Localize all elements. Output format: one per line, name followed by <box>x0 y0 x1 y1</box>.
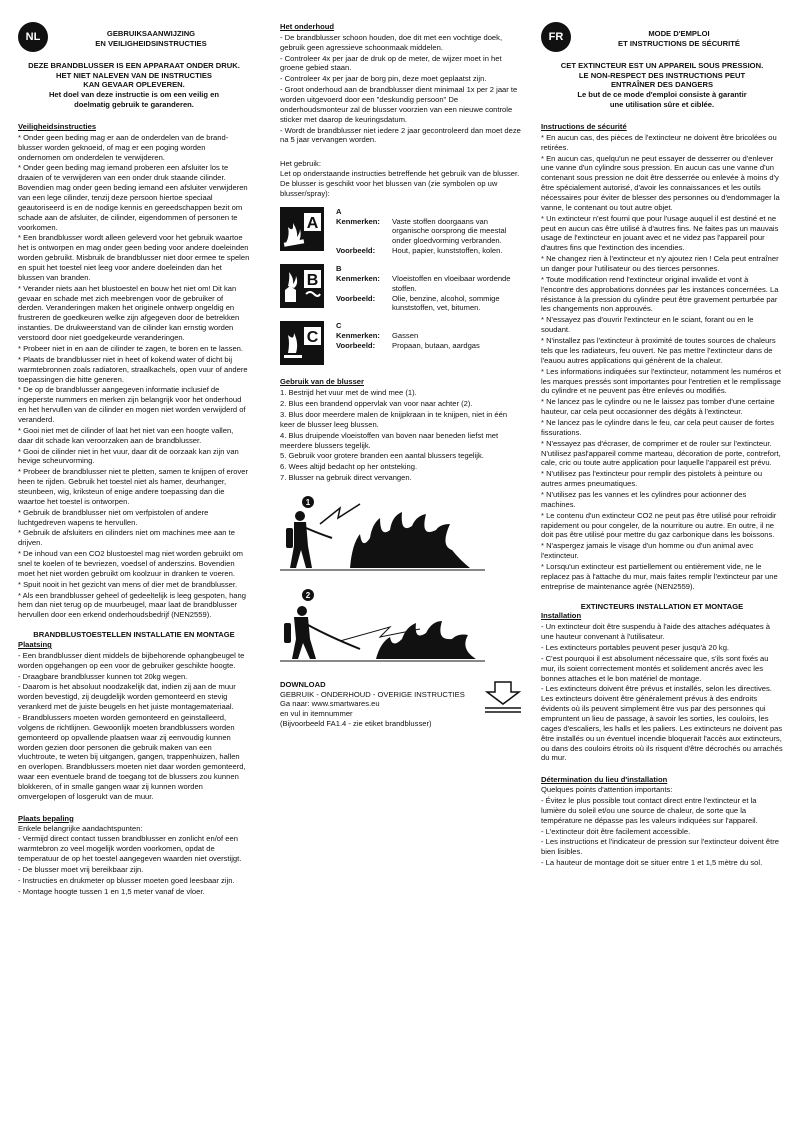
illustration-step-2 <box>280 587 490 665</box>
list-item: - De blusser moet vrij bereikbaar zijn. <box>18 865 144 875</box>
language-badge-nl: NL <box>18 22 48 52</box>
nl-location-intro: Enkele belangrijke aandachtspunten: <box>18 823 143 833</box>
list-item: - Vermijd direct contact tussen brandblusser en zonlicht en/of een warmtebron zo veel mogelijk worden voorkomen, opdat de temperatuur de op het toestel aangegeven waarden niet overstijgt. <box>18 834 242 864</box>
list-item: 2. Blus een brandend oppervlak van voor naar achter (2). <box>280 399 473 409</box>
list-item: - Daarom is het absoluut noodzakelijk dat, indien zij aan de muur worden bevestigd, zij deugdelijk worden gemonteerd en stevig verankerd met de juiste beugels en het juiste montagemateriaal. <box>18 682 236 712</box>
list-item: * Gebruik de brandblusser niet om verfpistolen of andere luchtgedreven wapens te hervullen. <box>18 507 209 527</box>
fr-location-list <box>541 796 783 868</box>
list-item: * Spuit nooit in het gezicht van mens of dier met de brandblusser. <box>18 579 238 589</box>
nl-placement-title: Plaatsing <box>18 639 52 649</box>
list-item: 5. Gebruik voor grotere branden een aantal blussers tegelijk. <box>280 451 484 461</box>
list-item: - Controleer 4x per jaar de druk op de meter, de wijzer moet in het groene gebied staan. <box>280 53 502 73</box>
list-item: * Toute modification rend l'extincteur original invalide et vont à l'encontre des approbations données par les instances concernées. La résistance à la pression du cylindre peut être gravement perturbée par les changements non approuvés. <box>541 274 779 314</box>
list-item: * N'essayez pas d'ouvrir l'extincteur en le sciant, forant ou en le soudant. <box>541 315 754 335</box>
svg-text:2: 2 <box>305 590 311 600</box>
list-item: - Les instructions et l'indicateur de pression sur l'extincteur doivent être bien lisibles. <box>541 837 780 857</box>
fr-location-title: Détermination du lieu d'installation <box>541 775 668 785</box>
list-item: * Gebruik de afsluiters en cilinders niet om machines mee aan te drijven. <box>18 528 235 548</box>
list-item: * Ne changez rien à l'extincteur et n'y ajoutez rien ! Cela peut entraîner un danger pour l'utilisateur ou des tierces personnes. <box>541 254 779 274</box>
illustration-step-1 <box>280 494 490 574</box>
nl-install-title: BRANDBLUSTOESTELLEN INSTALLATIE EN MONTAGE <box>33 630 235 640</box>
nl-placement-list <box>18 651 250 802</box>
list-item: * Onder geen beding mag iemand proberen een afsluiter los te draaien of te verwijderen van een onder druk staande cilinder. Bovendien mag onder geen beding iemand een afsluiter verwijderen van een lege cilinder, tenzij deze persoon hiertoe speciaal geautoriseerd is en de nodige kennis en gereedschappen bezit om schade aan de afsluiter, de cilinder, eigendommen of personen te voorkomen. <box>18 163 248 232</box>
use-intro: Het gebruik: Let op onderstaande instructies betreffende het gebruik van de blusser. De blusser is geschikt voor het blussen van (zie symbolen op uw blusser/spray): <box>280 159 520 198</box>
fr-safety-title: Instructions de sécurité <box>541 122 627 132</box>
list-item: * Ne lancez pas le cylindre ou ne le laissez pas tomber d'une certaine hauteur, car cela peut occasionner des dégâts à l'extincteur. <box>541 397 775 417</box>
list-item: * De inhoud van een CO2 blustoestel mag niet worden gebruikt om snel te koelen of te bevriezen, voedsel of anderszins. Bovendien moet het niet worden gebruikt om koolzuur in dranken te voeren. <box>18 549 243 578</box>
list-item: * Plaats de brandblusser niet in heet of kokend water of dicht bij warmtebronnen zoals radiatoren, straalkachels, open vuur of andere toepassingen die hitte generen. <box>18 354 248 384</box>
svg-text:B: B <box>306 272 319 290</box>
list-item: - Montage hoogte tussen 1 en 1,5 meter vanaf de vloer. <box>18 886 205 896</box>
list-item: 6. Wees altijd bedacht op her ontsteking. <box>280 462 418 472</box>
fire-class-b-icon <box>280 264 324 308</box>
fr-install-title: EXTINCTEURS INSTALLATION ET MONTAGE <box>580 601 744 611</box>
nl-safety-list <box>18 133 250 620</box>
list-item: * Gooi niet met de cilinder of laat het niet van een hoogte vallen, daar dit schade kan veroorzaken aan de brandblusser. <box>18 425 234 445</box>
list-item: * Een brandblusser wordt alleen geleverd voor het gebruik waartoe het is ontworpen en mag onder geen beding voor andere doeleinden worden gebruikt. Misbruik de brandblusser niet door ermee te spelen en spuit het toestel niet leeg voor andere doeleinden dan het blussen van branden. <box>18 233 250 282</box>
list-item: * N'essayez pas d'écraser, de comprimer et de rouler sur l'extincteur. N'utilisez pasl'appareil comme marteau, décoration de porte, contrefort, cale, cric ou toute autre application pour laquelle l'appareil est prévu. <box>541 438 781 468</box>
usage-list <box>280 388 523 483</box>
list-item: 1. Bestrijd het vuur met de wind mee (1). <box>280 388 417 398</box>
fire-class-c: C C Kenmerken: Gassen Voorbeeld: Propaan, butaan, aardgas <box>280 321 523 365</box>
fire-class-a-icon <box>280 207 324 251</box>
list-item: - Les extincteurs doivent être prévus et installés, selon les directives. Les extincteurs doivent être généralement prévus à des endroits évidents où ils peuvent simplement être vus par des personnes qui empruntent un lieu de passage, à savoir les sorties, les couloirs, les cages d'escaliers, les halls et les paliers. Les extincteurs ne doivent pas être installés ou un éventuel incendie bloquerait l'accès aux extincteurs, ou dans des couloirs étroits où ils risquent d'être décrochés ou arrachés du mur. <box>541 684 783 763</box>
list-item: - Een brandblusser dient middels de bijbehorende ophangbeugel te worden opgehangen op een voor de gebruiker geschikte hoogte. <box>18 650 245 670</box>
list-item: - Wordt de brandblusser niet iedere 2 jaar gecontroleerd dan moet deze na 5 jaar vervangen worden. <box>280 125 521 145</box>
list-item: - Les extincteurs portables peuvent peser jusqu'à 20 kg. <box>541 642 730 652</box>
fr-install-list <box>541 622 783 763</box>
list-item: - Évitez le plus possible tout contact direct entre l'extincteur et la lumière du soleil et/ou une source de chaleur, de sorte que la température ne dépasse pas les valeurs indiquées sur l'appareil. <box>541 796 758 825</box>
download-title: DOWNLOAD <box>280 679 326 689</box>
list-item: * En aucun cas, quelqu'un ne peut essayer de desserrer ou d'enlever une vanne d'un cylindre sous pression. En aucun cas une vanne d'un contenant sous pression ne doit être desserrée ou enlevée à moins d'y être spécialement autorisé, d'avoir les connaissances et les outils nécessaires pour éviter de blesser des personnes ou d'endommager la vanne, le contenant ou tout autre objet. <box>541 153 780 212</box>
list-item: - Instructies en drukmeter op blusser moeten goed leesbaar zijn. <box>18 875 235 885</box>
fr-header: MODE D'EMPLOI ET INSTRUCTIONS DE SÉCURITÉ <box>618 29 740 48</box>
maintenance-title: Het onderhoud <box>280 22 334 31</box>
list-item: - Un extincteur doit être suspendu à l'aide des attaches adéquates à une hauteur convenant à l'utilisateur. <box>541 622 770 642</box>
list-item: * Verander niets aan het blustoestel en bouw het niet om! Dit kan gevaar en schade met zich meebrengen voor de gebruiker of derden. Veranderingen maken het originele ontwerp ongeldig en frustreren de goedkeuren welke zijn afgegeven door de betrekken instanties. De drukweerstand van de cilinder kan ernstig worden verstoord door niet goedgekeurde veranderingen. <box>18 283 240 343</box>
svg-text:C: C <box>306 329 319 347</box>
column-fr <box>541 22 783 869</box>
list-item: * Als een brandblusser geheel of gedeeltelijk is leeg gespoten, hang hem dan niet terug op de muurbeugel, maar laat de brandblusser hervullen door een erkend onderhoudsbedrijf (NEN2559). <box>18 590 246 620</box>
fire-class-b: B B Kenmerken: Vloeistoffen en vloeibaar wordende stoffen. Voorbeeld: Olie, benzine, alcohol, sommige kunststoffen, vet, bitumen. <box>280 264 523 313</box>
list-item: * Les informations indiquées sur l'extincteur, notamment les numéros et les marques pressés sont importantes pour l'entretien et le remplissage du cylindre et ne peuvent pas être enlevés ou modifiés. <box>541 366 781 396</box>
list-item: - Groot onderhoud aan de brandblusser dient minimaal 1x per 2 jaar te worden uitgevoerd door een "deskundig persoon" De onderhoudsmonteur zal de blusser voorzien van een nieuwe controle sticker met daarop de keuringsdatum. <box>280 85 518 124</box>
list-item: * Ne lancez pas le cylindre dans le feu, car cela peut causer de fortes fissurations. <box>541 417 775 437</box>
list-item: * Le contenu d'un extincteur CO2 ne peut pas être utilisé pour refroidir rapidement ou pour congeler, de la nourriture ou autre. En outre, il ne doit pas être utilisé pour mettre du gaz carbonique dans les boissons. <box>541 510 777 540</box>
list-item: - Controleer 4x per jaar de borg pin, deze moet geplaatst zijn. <box>280 74 487 84</box>
maintenance-list <box>280 33 523 145</box>
fr-safety-list <box>541 133 783 592</box>
list-item: - C'est pourquoi il est absolument nécessaire que, s'ils sont fixés au mur, ils soient correctement montés et solidement ancrés avec les bonnes attaches et le bon matériel de montage. <box>541 653 769 683</box>
list-item: 4. Blus druipende vloeistoffen van boven naar beneden liefst met meerdere blussers tegelijk. <box>280 430 499 450</box>
list-item: * N'aspergez jamais le visage d'un homme ou d'un animal avec l'extincteur. <box>541 541 754 561</box>
list-item: - Brandblussers moeten worden gemonteerd en geinstalleerd, volgens de richtlijnen. Gewoonlijk moeten brandblussers worden gemonteerd op opvallende plaatsen waar zij eenvoudig kunnen worden gezien door personen die gebruik maken van een vluchtroute, te weten bij uitgangen, gangen, trappenhuizen, hallen en overlopen. Brandblussers moeten niet daar worden gemonteerd, waar een eventuele brand de toegang tot de blussers zou kunnen blokkeren, of in smalle gangen waar zij kunnen worden omvergelopen of losgerukt van de muur. <box>18 713 246 801</box>
fire-class-a: A A Kenmerken: Vaste stoffen doorgaans van organische oorsprong die meestal onder gloedvorming verbranden. Voorbeeld: Hout, papier, kunststoffen, kolen. <box>280 207 523 256</box>
list-item: * Lorsqu'un extincteur est partiellement ou entièrement vide, ne le replacez pas à l'attache du mur, mais faites remplir l'extincteur par une entreprise de maintenance agrée (NEN2559). <box>541 561 778 591</box>
column-nl <box>18 22 250 898</box>
list-item: - La hauteur de montage doit se situer entre 1 et 1,5 mètre du sol. <box>541 858 763 868</box>
usage-title: Gebruik van de blusser <box>280 377 364 387</box>
column-middle <box>280 22 523 729</box>
nl-location-title: Plaats bepaling <box>18 813 74 823</box>
list-item: * De op de brandblusser aangegeven informatie inclusief de ingeperste nummers en merken zijn belangrijk voor het onderhoud en het hervullen van de cilinder en mogen niet worden verwijderd of veranderd. <box>18 385 246 424</box>
list-item: 3. Blus door meerdere malen de knijpkraan in te knijpen, niet in één keer de blusser leeg blussen. <box>280 409 508 429</box>
language-badge-fr: FR <box>541 22 571 52</box>
fr-location-intro: Quelques points d'attention importants: <box>541 785 673 795</box>
fire-class-c-icon <box>280 321 324 365</box>
svg-text:1: 1 <box>305 497 311 507</box>
list-item: * N'utilisez pas les vannes et les cylindres pour actionner des machines. <box>541 489 747 509</box>
list-item: - De brandblusser schoon houden, doe dit met een vochtige doek, gebruik geen agressieve schoonmaak middelen. <box>280 32 503 52</box>
nl-header: GEBRUIKSAANWIJZING EN VEILIGHEIDSINSTRUCTIES <box>95 29 207 48</box>
list-item: * Probeer niet in en aan de cilinder te zagen, te boren en te lassen. <box>18 343 244 353</box>
list-item: * Onder geen beding mag er aan de onderdelen van de brand-blusser worden geknoeid, of mag er een poging worden ondernomen om onderdelen te verwijderen. <box>18 132 229 162</box>
fr-install-sub: Installation <box>541 611 582 621</box>
nl-safety-title: Veiligheidsinstructies <box>18 122 97 132</box>
list-item: * En aucun cas, des pièces de l'extincteur ne doivent être bricolées ou retirées. <box>541 132 777 152</box>
list-item: * N'utilisez pas l'extincteur pour remplir des pistolets à peinture ou autres armes pneumatiques. <box>541 469 763 489</box>
list-item: * Un extincteur n'est fourni que pour l'usage auquel il est destiné et ne peut en aucun cas être utilisé à d'autres fins. Ne faites pas un mauvais usage de l'extincteur en jouant avec et ne videz pas l'appareil pour d'autres fins que l'extinction des incendies. <box>541 213 779 253</box>
list-item: * N'installez pas l'extincteur à proximité de toutes sources de chaleurs tels que les radiateurs, feu ouvert. Ne pas mettre l'extincteur dans de l'eauou autres applications qui génèrent de la chaleur. <box>541 336 776 365</box>
download-icon <box>483 680 523 714</box>
download-section: DOWNLOAD GEBRUIK - ONDERHOUD - OVERIGE INSTRUCTIES Ga naar: www.smartwares.eu en vul in itemnummer (Bijvoorbeeld FA1.4 - zie etiket brandblusser) <box>280 680 523 729</box>
list-item: - L'extincteur doit être facilement accessible. <box>541 826 691 836</box>
list-item: * Probeer de brandblusser niet te pletten, samen te knijpen of erover heen te rijden. Gebruik het toestel niet als hamer, deurhanger, steunbeen, wig, kriksteun of enige andere toepassing dan die waartoe het toestel is ontworpen. <box>18 467 249 506</box>
fr-warning: CET EXTINCTEUR EST UN APPAREIL SOUS PRESSION. LE NON-RESPECT DES INSTRUCTIONS PEUT ENTRAÎNER DES DANGERS Le but de ce mode d'emploi consiste à garantir une utilisation sûre et ciblée. <box>560 60 764 110</box>
nl-location-list <box>18 834 250 896</box>
nl-warning: DEZE BRANDBLUSSER IS EEN APPARAAT ONDER DRUK. HET NIET NALEVEN VAN DE INSTRUCTIES KAN GEVAAR OPLEVEREN. Het doel van deze instructie is om een veilig en doelmatig gebruik te garanderen. <box>28 60 240 110</box>
svg-text:A: A <box>306 214 319 232</box>
list-item: 7. Blusser na gebruik direct vervangen. <box>280 473 412 483</box>
list-item: * Gooi de cilinder niet in het vuur, daar dit de oorzaak kan zijn van hevige scheurvorming. <box>18 446 239 466</box>
list-item: - Draagbare brandblusser kunnen tot 20kg wegen. <box>18 671 188 681</box>
